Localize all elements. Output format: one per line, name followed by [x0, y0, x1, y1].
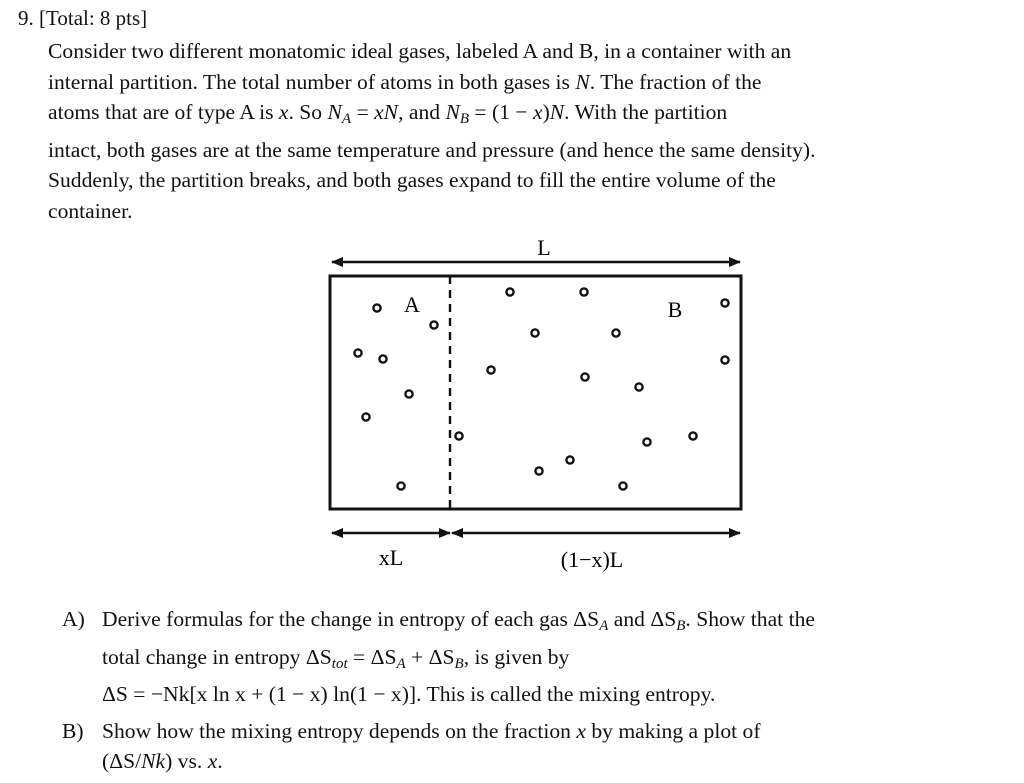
math-N: N: [327, 100, 342, 125]
atom: [455, 432, 462, 439]
math-N: N: [549, 100, 565, 125]
mixing-entropy-formula: ΔS = −Nk[x ln x + (1 − x) ln(1 − x)]: [102, 682, 417, 706]
part-a-label: A): [62, 607, 85, 631]
statement-text: Consider two different monatomic ideal gases, labeled A and B, in a container with an: [48, 39, 792, 63]
atom: [619, 482, 626, 489]
math-x: x: [278, 100, 289, 125]
statement-line-3: [48, 97, 1014, 135]
atom: [581, 373, 588, 380]
statement-text: = (1 −: [469, 100, 533, 125]
part-text: by making a plot of: [585, 718, 761, 743]
part-text: . This is called the mixing entropy.: [416, 682, 716, 706]
math-xN: xN: [374, 100, 399, 125]
math-Nk: Nk: [141, 749, 166, 773]
part-text: + ΔS: [405, 644, 455, 669]
math-subscript: B: [454, 655, 464, 672]
statement-line-2: [48, 67, 1014, 98]
container-diagram: [320, 232, 760, 577]
part-b: [62, 716, 1014, 777]
statement-line-6: [48, 196, 1014, 227]
part-a-line-1: [102, 604, 1014, 642]
statement-text: ): [542, 100, 550, 125]
math-x: x: [576, 718, 586, 743]
math-N: N: [445, 100, 460, 125]
statement-text: . So: [288, 100, 328, 125]
math-N: N: [575, 69, 590, 94]
part-a-line-2: [102, 642, 1014, 680]
part-text: Show how the mixing entropy depends on the fraction: [102, 718, 577, 743]
problem-statement: [48, 36, 1014, 227]
gas-a-label: A: [404, 292, 420, 317]
part-text: = ΔS: [347, 644, 397, 669]
part-b-label: B): [62, 718, 84, 743]
statement-text: . The fraction of the: [589, 69, 762, 94]
atom: [373, 304, 380, 311]
math-x: x: [532, 100, 543, 125]
atom: [379, 355, 386, 362]
atom: [405, 390, 412, 397]
math-subscript: B: [459, 111, 470, 128]
math-subscript: A: [599, 618, 609, 634]
part-text: . Show that the: [685, 607, 815, 631]
part-b-line-1: [102, 716, 1014, 747]
atom: [362, 413, 369, 420]
question-parts: [62, 604, 1014, 783]
problem-points: [Total: 8 pts]: [39, 6, 148, 30]
gas-a-atoms: [354, 304, 437, 489]
atom: [612, 329, 619, 336]
math-subscript: A: [396, 655, 406, 672]
statement-text: =: [351, 100, 375, 125]
atom: [580, 288, 587, 295]
part-a: [62, 604, 1014, 710]
right-length-label: (1−x)L: [560, 547, 624, 572]
part-text: ) vs.: [165, 749, 208, 773]
part-text: Derive formulas for the change in entropy of each gas ΔS: [102, 607, 600, 631]
part-text: .: [217, 749, 223, 773]
atom: [430, 321, 437, 328]
statement-text: internal partition. The total number of atoms in both gases is: [48, 69, 576, 94]
problem-header: [18, 6, 147, 31]
atom: [643, 438, 650, 445]
atom: [721, 356, 728, 363]
part-b-line-2: [102, 746, 1014, 777]
statement-line-1: [48, 36, 1014, 67]
atom: [535, 467, 542, 474]
diagram-svg: [320, 232, 760, 577]
atom: [397, 482, 404, 489]
part-text: and ΔS: [608, 607, 677, 631]
part-a-line-3: [102, 679, 1014, 710]
atom: [635, 383, 642, 390]
part-text: total change in entropy ΔS: [102, 644, 332, 669]
part-text: , is given by: [463, 644, 570, 669]
atom: [354, 349, 361, 356]
gas-b-label: B: [667, 297, 683, 322]
math-subscript: tot: [331, 655, 348, 672]
math-subscript: B: [676, 618, 686, 634]
atom: [506, 288, 513, 295]
statement-line-5: [48, 165, 1014, 196]
atom: [721, 299, 728, 306]
atom: [566, 456, 573, 463]
atom: [531, 329, 538, 336]
problem-number: 9.: [18, 6, 34, 30]
part-text: (ΔS/: [102, 749, 142, 773]
atom: [487, 366, 494, 373]
statement-text: , and: [398, 100, 446, 125]
statement-text: intact, both gases are at the same temperature and pressure (and hence the same density).: [48, 137, 816, 162]
total-length-label: L: [537, 235, 551, 260]
gas-b-atoms: [455, 288, 728, 489]
left-length-label: xL: [378, 545, 404, 570]
atom: [689, 432, 696, 439]
statement-text: container.: [48, 198, 133, 223]
math-subscript: A: [341, 111, 352, 128]
statement-text: . With the partition: [564, 100, 728, 125]
math-x: x: [207, 749, 218, 773]
statement-text: Suddenly, the partition breaks, and both gases expand to fill the entire volume of the: [48, 168, 776, 193]
statement-line-4: [48, 135, 1014, 166]
statement-text: atoms that are of type A is: [48, 100, 279, 125]
